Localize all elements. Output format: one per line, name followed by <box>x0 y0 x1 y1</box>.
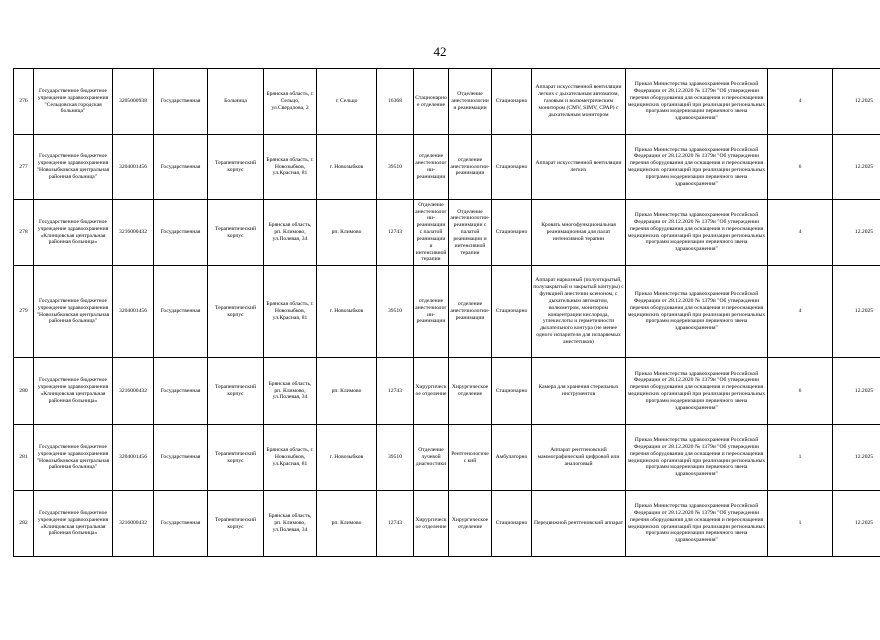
locality: г. Сельцо <box>317 69 377 135</box>
building: Терапевтический корпус <box>208 425 264 491</box>
quantity: 1 <box>768 425 833 491</box>
row-number: 278 <box>14 200 34 266</box>
division: Хирургическ ое отделение <box>414 358 449 425</box>
legal-basis: Приказ Министерства здравоохранения Российской Федерации от 28.12.2020 № 1379н "Об утверждении перечня оборудования для оснащения и переоснащения медицинских организаций при реализации региональных программ модернизации первичного звена здравоохранения" <box>626 358 768 425</box>
equipment: Аппарат наркозный (полуоткрытый, полузакрытый и закрытый контуры) с функцией анестезии ксеноном, с дыхательным автоматом, волюметром, монитором концентрации кислорода, углекислоты и герметичности дыхательного контура (не менее одного испарителя для испаряемых анестетиков) <box>532 266 626 358</box>
equipment: Передвижной рентгеновский аппарат <box>532 491 626 557</box>
deadline: 12.2025 <box>833 491 880 557</box>
organization-name: Государственное бюджетное учреждение здравоохранения "Новозыбковская центральная районная больница" <box>34 266 113 358</box>
organization-name: Государственное бюджетное учреждение здравоохранения "Новозыбковская центральная районная больница" <box>34 135 113 200</box>
table-row <box>14 266 880 358</box>
oktmo-code: 39510 <box>377 266 414 358</box>
building: Терапевтический корпус <box>208 135 264 200</box>
organization-name: Государственное бюджетное учреждение здравоохранения «Клинцовская центральная районная больница» <box>34 358 113 425</box>
row-number: 279 <box>14 266 34 358</box>
organization-name: Государственное бюджетное учреждение здравоохранения "Сельцовская городская больница" <box>34 69 113 135</box>
department: Отделение анестезиологии-реанимации с палатой реанимации и интенсивной терапии <box>449 200 492 266</box>
ownership: Государственная <box>154 69 208 135</box>
quantity: 1 <box>768 491 833 557</box>
ownership: Государственная <box>154 425 208 491</box>
table-row <box>14 200 880 266</box>
row-number: 277 <box>14 135 34 200</box>
department: Рентгенологичес кий <box>449 425 492 491</box>
organization-name: Государственное бюджетное учреждение здравоохранения «Клинцовская центральная районная больница» <box>34 200 113 266</box>
legal-basis: Приказ Министерства здравоохранения Российской Федерации от 28.12.2020 № 1379н "Об утверждении перечня оборудования для оснащения и переоснащения медицинских организаций при реализации региональных программ модернизации первичного звена здравоохранения" <box>626 135 768 200</box>
care-form: Стационарно <box>492 266 532 358</box>
care-form: Стационарно <box>492 491 532 557</box>
table-row <box>14 358 880 425</box>
quantity: 6 <box>768 135 833 200</box>
inn: 3204001456 <box>113 135 154 200</box>
inn: 3216000432 <box>113 200 154 266</box>
ownership: Государственная <box>154 135 208 200</box>
row-number: 282 <box>14 491 34 557</box>
locality: рп. Климово <box>317 358 377 425</box>
equipment: Аппарат искусственной вентиляции легких с дыхательным автоматом, газовым и волюметрическим монитором (CMV, SIMV, CPAP) с дыхательным монитором <box>532 69 626 135</box>
division: отделение анестезиолог ии-реанимации <box>414 266 449 358</box>
division: Хирургическ ое отделение <box>414 491 449 557</box>
ownership: Государственная <box>154 266 208 358</box>
department: отделение анестезиологии-реанимации <box>449 266 492 358</box>
care-form: Стационарно <box>492 135 532 200</box>
organization-name: Государственное бюджетное учреждение здравоохранения «Клинцовская центральная районная больница» <box>34 491 113 557</box>
oktmo-code: 16368 <box>377 69 414 135</box>
ownership: Государственная <box>154 491 208 557</box>
legal-basis: Приказ Министерства здравоохранения Российской Федерации от 28.12.2020 № 1379н "Об утверждении перечня оборудования для оснащения и переоснащения медицинских организаций при реализации региональных программ модернизации первичного звена здравоохранения" <box>626 266 768 358</box>
inn: 3216000432 <box>113 358 154 425</box>
building: Терапевтический корпус <box>208 358 264 425</box>
address: Брянская область, рп. Климово, ул.Полевая, 34 <box>264 200 317 266</box>
building: Терапевтический корпус <box>208 200 264 266</box>
oktmo-code: 39510 <box>377 135 414 200</box>
locality: г. Новозыбков <box>317 425 377 491</box>
organization-name: Государственное бюджетное учреждение здравоохранения "Новозыбковская центральная районная больница" <box>34 425 113 491</box>
equipment: Аппарат рентгеновский маммографический цифровой или аналоговый <box>532 425 626 491</box>
oktmo-code: 12743 <box>377 200 414 266</box>
address: Брянская область, г. Новозыбков, ул.Красная, 81 <box>264 135 317 200</box>
department: отделение анестезиологии-реанимации <box>449 135 492 200</box>
division: отделение анестезиолог ии-реанимации <box>414 135 449 200</box>
care-form: Стационарно <box>492 358 532 425</box>
address: Брянская область, рп. Климово, ул.Полевая, 34 <box>264 491 317 557</box>
inn: 3216000432 <box>113 491 154 557</box>
equipment: Аппарат искусственной вентиляции легких <box>532 135 626 200</box>
deadline: 12.2025 <box>833 425 880 491</box>
legal-basis: Приказ Министерства здравоохранения Российской Федерации от 28.12.2020 № 1379н "Об утверждении перечня оборудования для оснащения и переоснащения медицинских организаций при реализации региональных программ модернизации первичного звена здравоохранения" <box>626 69 768 135</box>
address: Брянская область, г. Новозыбков, ул.Красная, 81 <box>264 425 317 491</box>
ownership: Государственная <box>154 200 208 266</box>
oktmo-code: 12743 <box>377 491 414 557</box>
building: Терапевтический корпус <box>208 491 264 557</box>
care-form: Стационарно <box>492 200 532 266</box>
division: Отделение лучевой диагностики <box>414 425 449 491</box>
table-row <box>14 425 880 491</box>
locality: рп. Климово <box>317 491 377 557</box>
legal-basis: Приказ Министерства здравоохранения Российской Федерации от 28.12.2020 № 1379н "Об утверждении перечня оборудования для оснащения и переоснащения медицинских организаций при реализации региональных программ модернизации первичного звена здравоохранения" <box>626 491 768 557</box>
deadline: 12.2025 <box>833 135 880 200</box>
division: Отделение анестезиолог ии-реанимации с палатой реанимации и интенсивной терапии <box>414 200 449 266</box>
oktmo-code: 39510 <box>377 425 414 491</box>
locality: г. Новозыбков <box>317 266 377 358</box>
row-number: 281 <box>14 425 34 491</box>
building: Больница <box>208 69 264 135</box>
deadline: 12.2025 <box>833 266 880 358</box>
locality: г. Новозыбков <box>317 135 377 200</box>
deadline: 12.2025 <box>833 358 880 425</box>
oktmo-code: 12743 <box>377 358 414 425</box>
table-row <box>14 69 880 135</box>
quantity: 4 <box>768 200 833 266</box>
ownership: Государственная <box>154 358 208 425</box>
deadline: 12.2025 <box>833 69 880 135</box>
locality: рп. Климово <box>317 200 377 266</box>
row-number: 280 <box>14 358 34 425</box>
department: Отделение анестезиологии и реанимации <box>449 69 492 135</box>
page-number: 42 <box>433 44 447 59</box>
legal-basis: Приказ Министерства здравоохранения Российской Федерации от 28.12.2020 № 1379н "Об утверждении перечня оборудования для оснащения и переоснащения медицинских организаций при реализации региональных программ модернизации первичного звена здравоохранения" <box>626 200 768 266</box>
inn: 3204001456 <box>113 266 154 358</box>
quantity: 4 <box>768 266 833 358</box>
equipment: Кровать многофункциональная реанимационная для палат интенсивной терапии <box>532 200 626 266</box>
equipment-table <box>13 68 880 557</box>
address: Брянская область, рп. Климово, ул.Полевая, 34 <box>264 358 317 425</box>
equipment: Камера для хранения стерильных инструментов <box>532 358 626 425</box>
care-form: Амбулаторно <box>492 425 532 491</box>
division: Стационарно е отделение <box>414 69 449 135</box>
department: Хирургическое отделение <box>449 491 492 557</box>
inn: 3205000938 <box>113 69 154 135</box>
table-row <box>14 491 880 557</box>
deadline: 12.2025 <box>833 200 880 266</box>
inn: 3204001456 <box>113 425 154 491</box>
address: Брянская область, г. Сельцо, ул.Свердлова, 2 <box>264 69 317 135</box>
table-row <box>14 135 880 200</box>
department: Хирургическое отделение <box>449 358 492 425</box>
row-number: 276 <box>14 69 34 135</box>
quantity: 4 <box>768 69 833 135</box>
quantity: 6 <box>768 358 833 425</box>
care-form: Стационарно <box>492 69 532 135</box>
building: Терапевтический корпус <box>208 266 264 358</box>
legal-basis: Приказ Министерства здравоохранения Российской Федерации от 28.12.2020 № 1379н "Об утверждении перечня оборудования для оснащения и переоснащения медицинских организаций при реализации региональных программ модернизации первичного звена здравоохранения" <box>626 425 768 491</box>
address: Брянская область, г. Новозыбков, ул.Красная, 81 <box>264 266 317 358</box>
